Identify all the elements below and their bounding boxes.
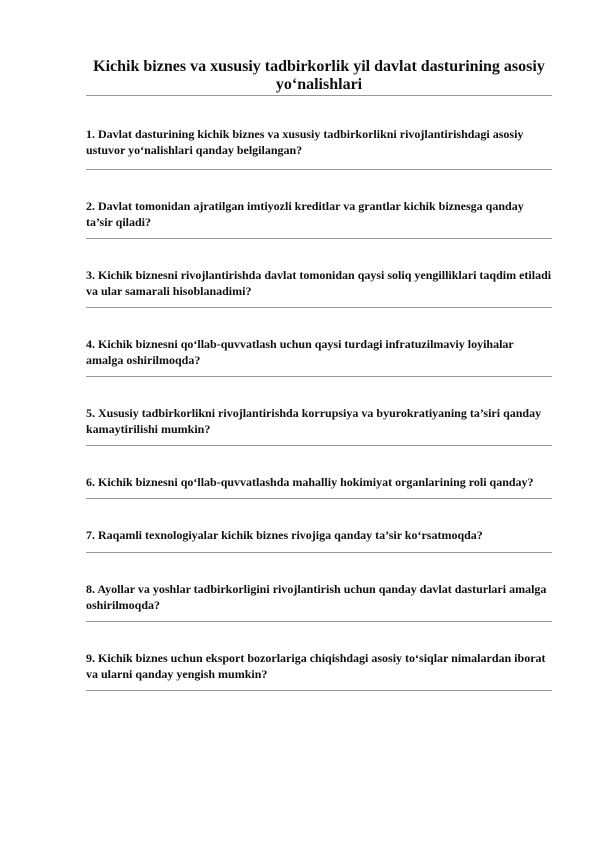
- question-item: [86, 267, 552, 308]
- question-text: 8. Ayollar va yoshlar tadbirkorligini rivojlantirish uchun qanday davlat dasturlari amalga oshirilmoqda?: [86, 582, 547, 612]
- answer-line: [86, 498, 552, 499]
- question-item: [86, 581, 552, 622]
- title-divider: [86, 95, 552, 96]
- question-text: 2. Davlat tomonidan ajratilgan imtiyozli kreditlar va grantlar kichik biznesga qanday ta’sir qiladi?: [86, 199, 524, 229]
- question-text: 5. Xususiy tadbirkorlikni rivojlantirishda korrupsiya va byurokratiyaning ta’siri qanday kamaytirilishi mumkin?: [86, 406, 542, 436]
- document-title: Kichik biznes va xususiy tadbirkorlik yil davlat dasturining asosiy yo‘nalishlari: [93, 58, 545, 93]
- answer-line: [86, 445, 552, 446]
- answer-line: [86, 238, 552, 239]
- question-item: [86, 474, 552, 499]
- question-item: [86, 527, 552, 553]
- answer-line: [86, 690, 552, 691]
- question-text: 4. Kichik biznesni qo‘llab-quvvatlash uchun qaysi turdagi infratuzilmaviy loyihalar amalga oshirilmoqda?: [86, 337, 514, 367]
- question-item: [86, 650, 552, 691]
- question-item: [86, 336, 552, 377]
- question-text: 7. Raqamli texnologiyalar kichik biznes rivojiga qanday ta’sir ko‘rsatmoqda?: [86, 528, 483, 542]
- question-item: [86, 126, 552, 170]
- question-text: 9. Kichik biznes uchun eksport bozorlariga chiqishdagi asosiy to‘siqlar nimalardan iborat va ularni qanday yengish mumkin?: [86, 651, 546, 681]
- question-text: 6. Kichik biznesni qo‘llab-quvvatlashda mahalliy hokimiyat organlarining roli qanday?: [86, 475, 534, 489]
- question-text: 3. Kichik biznesni rivojlantirishda davlat tomonidan qaysi soliq yengilliklari taqdim etiladi va ular samarali hisoblanadimi?: [86, 268, 552, 298]
- answer-line: [86, 376, 552, 377]
- answer-line: [86, 169, 552, 170]
- question-item: [86, 198, 552, 239]
- question-item: [86, 405, 552, 446]
- answer-line: [86, 552, 552, 553]
- answer-line: [86, 621, 552, 622]
- document-page: [86, 0, 552, 691]
- answer-line: [86, 307, 552, 308]
- question-text: 1. Davlat dasturining kichik biznes va xususiy tadbirkorlikni rivojlantirishdagi asosiy ustuvor yo‘nalishlari qanday belgilangan?: [86, 127, 524, 157]
- question-list: [86, 126, 552, 691]
